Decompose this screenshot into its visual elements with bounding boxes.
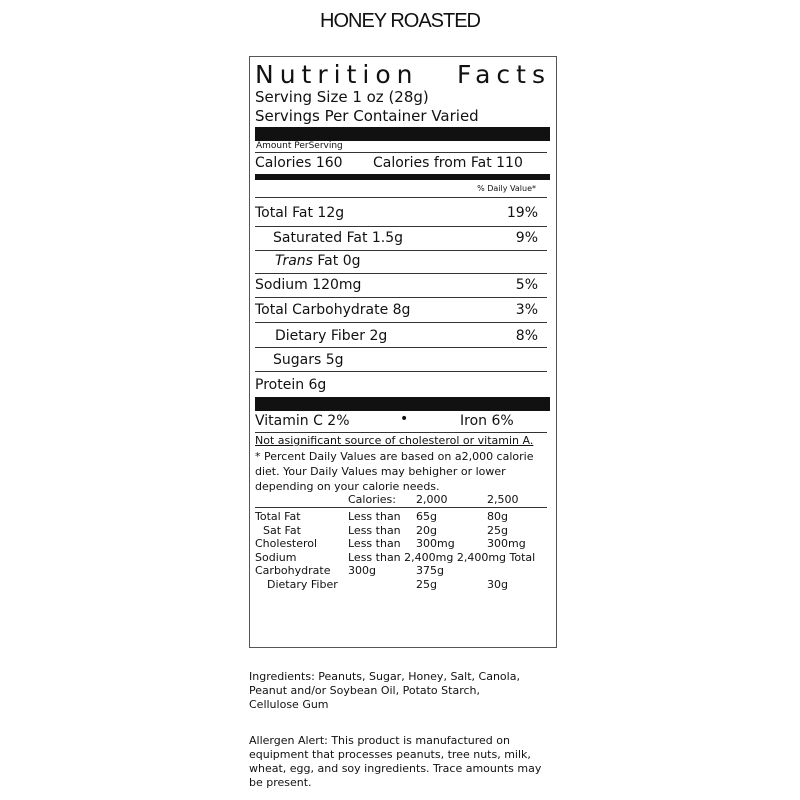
cell: 300mg	[416, 537, 455, 550]
iron: Iron 6%	[460, 413, 514, 429]
cell: Cholesterol	[255, 537, 318, 550]
calories: Calories 160	[255, 155, 343, 171]
header-2500: 2,500	[487, 493, 519, 506]
cell: 20g	[416, 523, 437, 537]
daily-value-header: % Daily Value*	[477, 184, 536, 193]
divider	[255, 347, 547, 348]
divider	[255, 297, 547, 298]
nutrient-protein: Protein 6g	[255, 377, 327, 393]
thick-divider	[255, 127, 550, 141]
ingredients-line: Peanut and/or Soybean Oil, Potato Starch,	[249, 684, 480, 697]
servings-per-container: Servings Per Container Varied	[255, 107, 479, 125]
cell: 375g	[416, 564, 444, 577]
table-row	[255, 551, 547, 565]
allergen-line: equipment that processes peanuts, tree nuts, milk,	[249, 748, 531, 761]
footnote-line: diet. Your Daily Values may behigher or lower	[255, 465, 506, 478]
divider	[255, 152, 547, 153]
footnote	[255, 449, 533, 494]
divider	[255, 273, 547, 274]
nutrient-total-carbohydrate: Total Carbohydrate 8g	[255, 302, 411, 318]
cell: 25g	[487, 523, 508, 537]
cell: 80g	[487, 510, 508, 523]
table-row	[255, 510, 547, 524]
nutrient-sugars: Sugars 5g	[273, 352, 344, 368]
product-title: HONEY ROASTED	[320, 10, 480, 32]
cell: 300g	[348, 564, 376, 577]
nutrient-saturated-fat: Saturated Fat 1.5g	[273, 230, 404, 246]
bullet: •	[400, 411, 409, 427]
allergen-alert	[249, 734, 541, 790]
allergen-line: be present.	[249, 776, 312, 789]
dv-table	[255, 510, 547, 591]
cell: Sat Fat	[263, 523, 301, 537]
nutrient-total-fat: Total Fat 12g	[255, 205, 345, 221]
cell: Dietary Fiber	[267, 577, 338, 591]
table-row	[255, 578, 547, 592]
not-significant-note: Not asignificant source of cholesterol or vitamin A.	[255, 434, 534, 447]
nutrient-dietary-fiber: Dietary Fiber 2g	[275, 328, 388, 344]
header-calories: Calories:	[348, 493, 396, 506]
pct-sodium: 5%	[515, 277, 538, 293]
nutrient-trans-fat	[275, 253, 361, 269]
footnote-line: * Percent Daily Values are based on a2,000 calorie	[255, 450, 534, 463]
cell: Sodium	[255, 550, 297, 564]
cell: Less than	[348, 510, 401, 523]
cell: 25g	[416, 577, 437, 591]
serving-size: Serving Size 1 oz (28g)	[255, 88, 429, 106]
dv-table-header	[255, 493, 547, 508]
divider	[255, 322, 547, 323]
nutrient-sodium: Sodium 120mg	[255, 277, 362, 293]
divider	[255, 197, 547, 198]
divider	[255, 226, 547, 227]
medium-divider	[255, 174, 550, 180]
table-row	[255, 564, 547, 578]
pct-saturated-fat: 9%	[515, 230, 538, 246]
allergen-line: Allergen Alert: This product is manufactured on	[249, 734, 510, 747]
cell: Carbohydrate	[255, 564, 331, 577]
divider	[255, 432, 547, 433]
ingredients-line: Cellulose Gum	[249, 698, 329, 711]
amount-per-serving: Amount PerServing	[256, 141, 343, 151]
table-row	[255, 524, 547, 538]
cell: 300mg	[487, 537, 526, 550]
divider	[255, 250, 547, 251]
allergen-line: wheat, egg, and soy ingredients. Trace amounts may	[249, 762, 542, 775]
table-row	[255, 537, 547, 551]
heading-facts: Facts	[457, 60, 551, 89]
cell: 65g	[416, 510, 437, 523]
ingredients	[249, 670, 520, 712]
pct-total-fat: 19%	[506, 205, 538, 221]
cell: Less than 2,400mg 2,400mg Total	[348, 550, 536, 564]
ingredients-line: Ingredients: Peanuts, Sugar, Honey, Salt, Canola,	[249, 670, 520, 683]
heading-nutrition: Nutrition	[255, 60, 419, 89]
cell: Total Fat	[255, 510, 301, 523]
pct-total-carbohydrate: 3%	[515, 302, 538, 318]
trans-label: Trans	[275, 253, 313, 269]
cell: Less than	[348, 537, 401, 550]
thick-divider	[255, 397, 550, 411]
cell: Less than	[348, 523, 401, 537]
trans-fat-value: Fat 0g	[312, 253, 361, 269]
cell: 30g	[487, 577, 508, 591]
header-2000: 2,000	[416, 493, 448, 506]
calories-from-fat: Calories from Fat 110	[373, 155, 523, 171]
pct-dietary-fiber: 8%	[515, 328, 538, 344]
vitamin-c: Vitamin C 2%	[255, 413, 350, 429]
footnote-line: depending on your calorie needs.	[255, 480, 440, 493]
divider	[255, 371, 547, 372]
